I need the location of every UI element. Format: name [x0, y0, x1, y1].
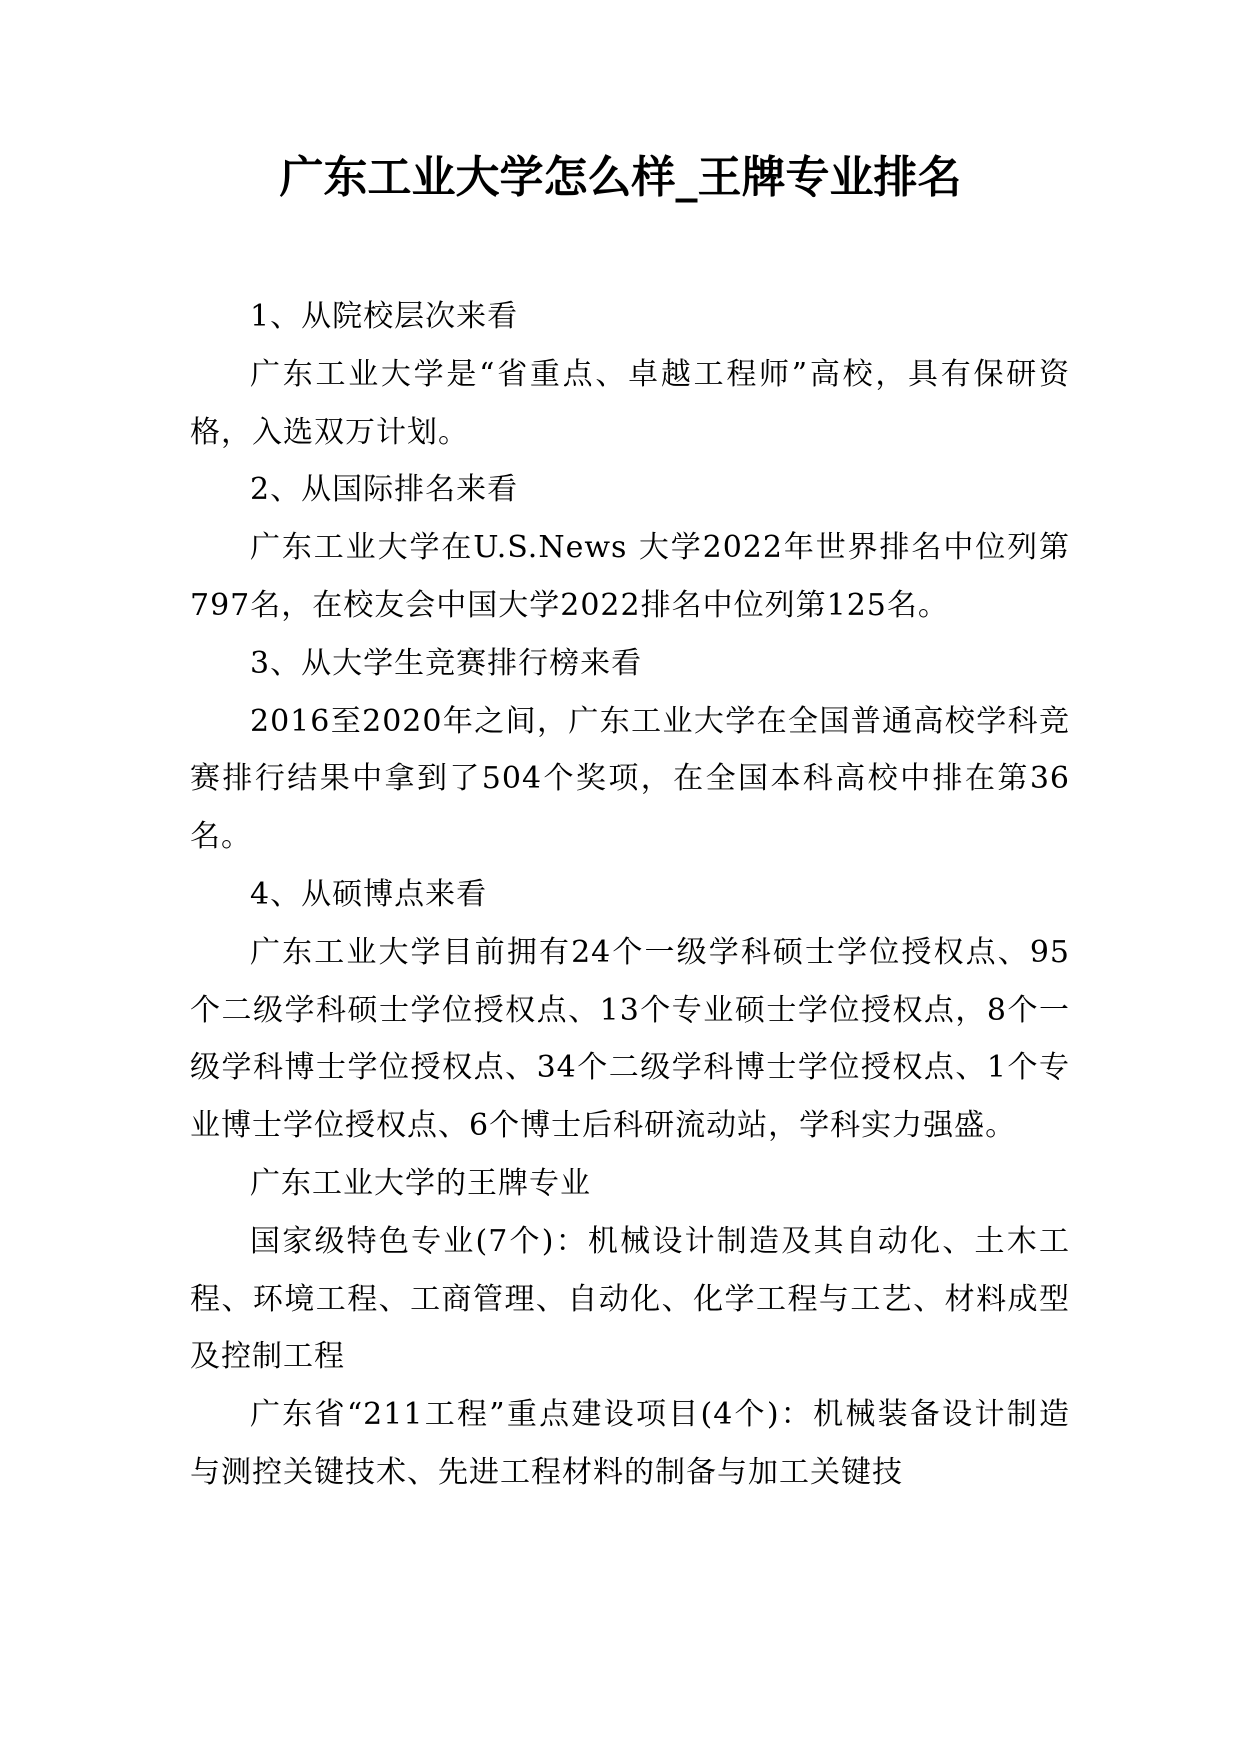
paragraph-international-ranking: 广东工业大学在U.S.News 大学2022年世界排名中位列第797名，在校友会中国大学2022排名中位列第125名。 [190, 530, 1070, 623]
section-heading-degree-programs: 4、从硕博点来看 [250, 876, 488, 912]
paragraph-national-majors: 国家级特色专业(7个)：机械设计制造及其自动化、土木工程、环境工程、工商管理、自动化、化学工程与工艺、材料成型及控制工程 [190, 1223, 1070, 1375]
document-body [190, 288, 1070, 1502]
section-heading-international-ranking: 2、从国际排名来看 [250, 472, 519, 508]
paragraph-institution-level: 广东工业大学是“省重点、卓越工程师”高校，具有保研资格，入选双万计划。 [190, 356, 1070, 450]
paragraph-degree-programs: 广东工业大学目前拥有24个一级学科硕士学位授权点、95个二级学科硕士学位授权点、13个专业硕士学位授权点，8个一级学科博士学位授权点、34个二级学科博士学位授权点、1个专业博士学位授权点、6个博士后科研流动站，学科实力强盛。 [190, 934, 1070, 1144]
section-heading-institution-level: 1、从院校层次来看 [250, 299, 519, 334]
section-heading-flagship-majors: 广东工业大学的王牌专业 [250, 1165, 591, 1201]
document-title: 广东工业大学怎么样_王牌专业排名 [279, 152, 962, 203]
paragraph-competition-ranking: 2016至2020年之间，广东工业大学在全国普通高校学科竞赛排行结果中拿到了504个奖项，在全国本科高校中排在第36名。 [190, 703, 1070, 855]
paragraph-211-projects: 广东省“211工程”重点建设项目(4个)：机械装备设计制造与测控关键技术、先进工程材料的制备与加工关键技 [190, 1397, 1070, 1490]
section-heading-competition-ranking: 3、从大学生竞赛排行榜来看 [250, 645, 643, 681]
